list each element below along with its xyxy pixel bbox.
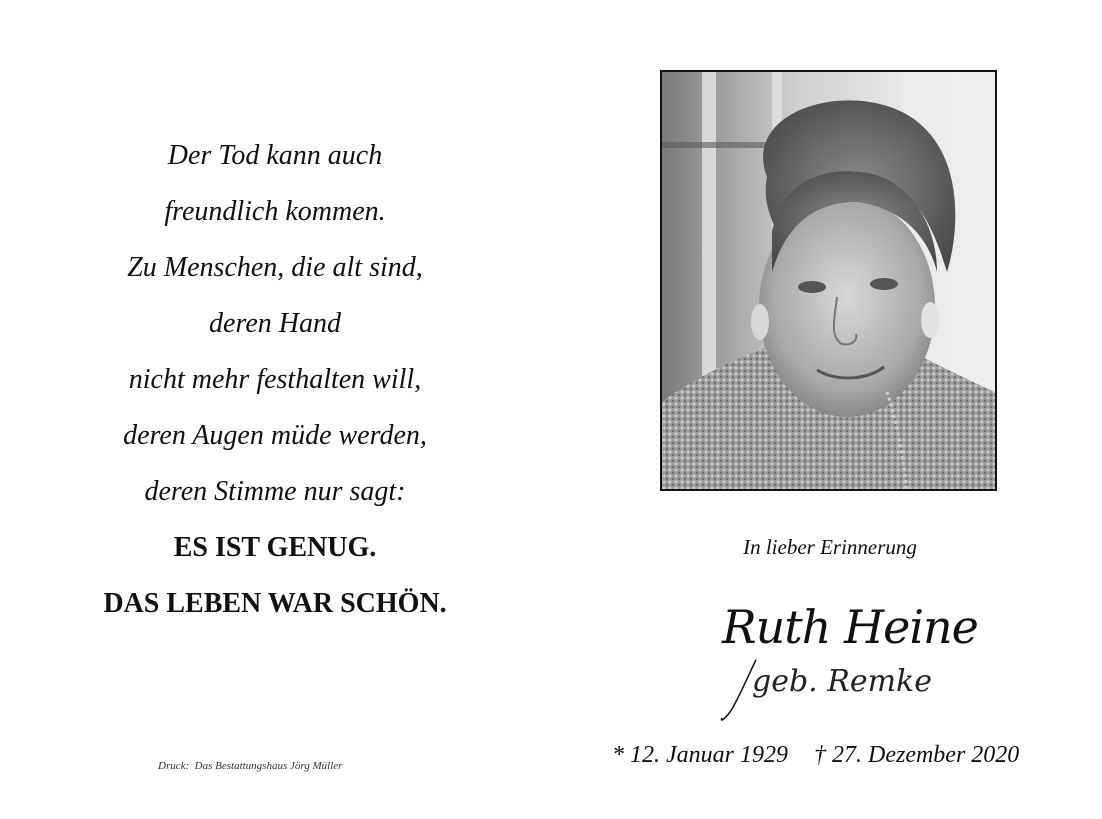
deceased-name: Ruth Heine	[722, 600, 978, 654]
portrait-photo	[660, 70, 997, 491]
poem-line-3: Zu Menschen, die alt sind,	[127, 252, 423, 283]
poem	[40, 128, 510, 632]
death-date: † 27. Dezember 2020	[814, 742, 1020, 768]
poem-line-1: Der Tod kann auch	[167, 140, 383, 171]
poem-line-5: nicht mehr festhalten will,	[128, 364, 422, 395]
maiden-name: geb. Remke	[752, 664, 932, 699]
portrait-photo-icon	[662, 72, 995, 489]
memorial-heading: In lieber Erinnerung	[743, 535, 917, 559]
poem-line-4: deren Hand	[209, 308, 341, 339]
printer-credit: Druck: Das Bestattungshaus Jörg Müller	[158, 760, 343, 772]
poem-line-7: deren Stimme nur sagt:	[144, 476, 406, 507]
poem-bold-line-1: ES IST GENUG.	[173, 532, 377, 563]
poem-bold-line-2: DAS LEBEN WAR SCHÖN.	[103, 588, 447, 619]
poem-line-6: deren Augen müde werden,	[123, 420, 427, 451]
birth-date: * 12. Januar 1929	[612, 742, 788, 768]
life-dates	[612, 742, 1019, 769]
poem-line-2: freundlich kommen.	[164, 196, 386, 227]
